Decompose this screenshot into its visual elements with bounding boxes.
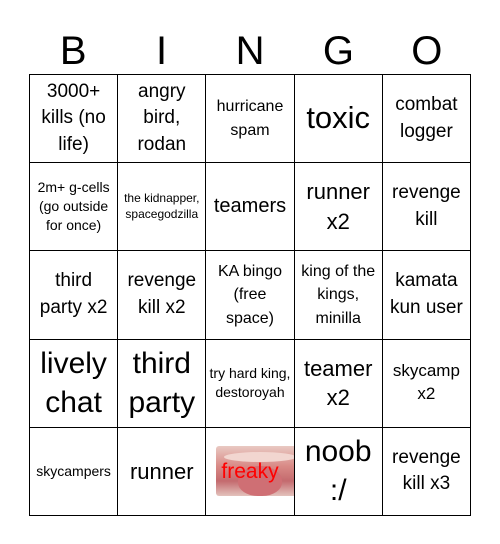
header-letter-b: B — [59, 29, 87, 73]
bingo-cell[interactable] — [295, 428, 383, 516]
bingo-cell[interactable] — [118, 163, 206, 251]
bingo-cell[interactable] — [383, 75, 471, 163]
bingo-cell[interactable] — [383, 163, 471, 251]
cell-text: revenge kill x2 — [127, 270, 197, 318]
bingo-cell[interactable] — [295, 163, 383, 251]
cell-text: KA bingo (free space) — [217, 263, 283, 327]
cell-text: teamer x2 — [303, 355, 373, 411]
cell-text: third party — [128, 347, 196, 420]
cell-text: king of the kings, minilla — [301, 263, 376, 327]
cell-text: runner — [129, 458, 194, 484]
cell-text: skycamp x2 — [392, 361, 460, 404]
cell-text: kamata kun user — [389, 270, 463, 318]
header-letter-g: G — [322, 29, 354, 73]
bingo-cell-image[interactable] — [206, 428, 294, 516]
cell-text: try hard king, destoroyah — [209, 365, 291, 401]
cell-text: hurricane spam — [216, 98, 284, 139]
cell-text: skycampers — [36, 462, 111, 479]
bingo-cell[interactable] — [295, 75, 383, 163]
bingo-cell[interactable] — [30, 75, 118, 163]
free-space-cell[interactable] — [206, 251, 294, 339]
bingo-cell[interactable] — [206, 163, 294, 251]
bingo-cell[interactable] — [383, 428, 471, 516]
bingo-cell[interactable] — [383, 251, 471, 339]
freaky-label: freaky — [221, 459, 279, 483]
cell-text: runner x2 — [306, 179, 370, 234]
bingo-cell[interactable] — [118, 251, 206, 339]
cell-text: the kidnapper, spacegodzilla — [124, 191, 200, 221]
cell-text: third party x2 — [39, 270, 108, 318]
header-letter-i: I — [156, 29, 168, 73]
header-letter-o: O — [411, 29, 443, 73]
bingo-board — [29, 74, 471, 516]
cell-text: noob :/ — [304, 435, 372, 508]
bingo-cell[interactable] — [30, 340, 118, 428]
bingo-cell[interactable] — [30, 428, 118, 516]
cell-text: angry bird, rodan — [137, 80, 187, 155]
bingo-cell[interactable] — [295, 251, 383, 339]
cell-text: combat logger — [395, 94, 458, 142]
cell-text: revenge kill x3 — [392, 446, 461, 495]
bingo-cell[interactable] — [295, 340, 383, 428]
bingo-header — [29, 28, 471, 74]
header-letter-n: N — [235, 29, 265, 73]
bingo-cell[interactable] — [118, 340, 206, 428]
bingo-cell[interactable] — [30, 251, 118, 339]
bingo-cell[interactable] — [118, 75, 206, 163]
bingo-cell[interactable] — [206, 75, 294, 163]
cell-text: toxic — [306, 100, 371, 136]
cell-text: 2m+ g-cells (go outside for once) — [37, 179, 110, 234]
bingo-cell[interactable] — [206, 340, 294, 428]
bingo-cell[interactable] — [383, 340, 471, 428]
cell-text: 3000+ kills (no life) — [41, 80, 106, 155]
cell-text: revenge kill — [392, 182, 461, 230]
cell-text: lively chat — [40, 347, 107, 420]
cell-text: teamers — [213, 195, 287, 218]
bingo-cell[interactable] — [30, 163, 118, 251]
bingo-cell[interactable] — [118, 428, 206, 516]
